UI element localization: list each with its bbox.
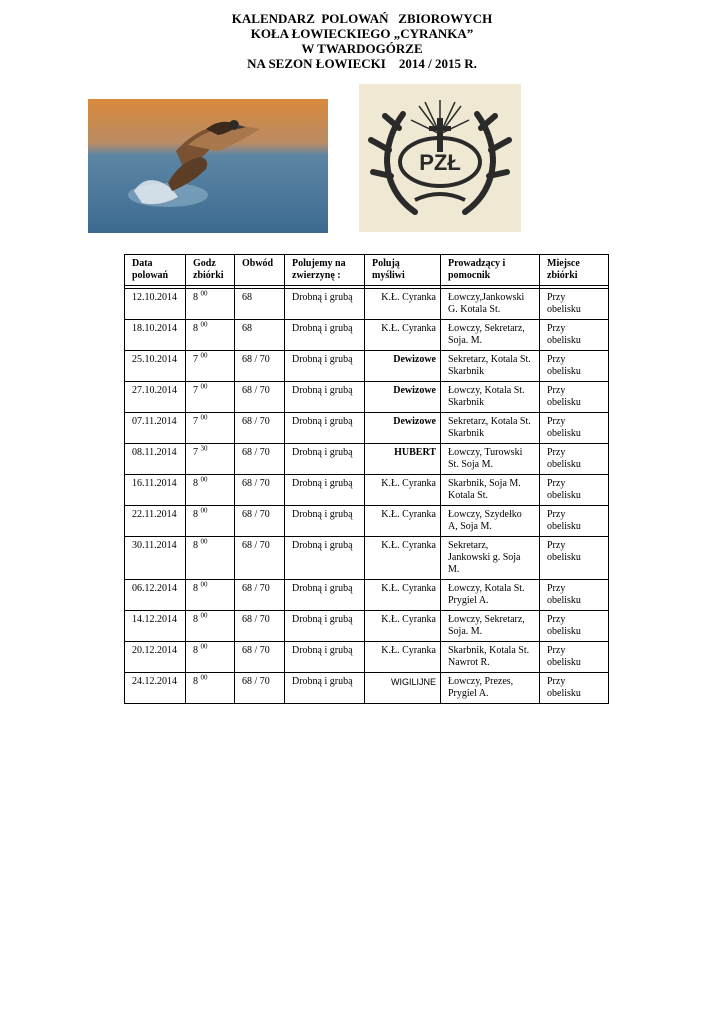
cell-game: Drobną i grubą (285, 580, 365, 611)
cell-game: Drobną i grubą (285, 351, 365, 382)
cell-place: Przy obelisku (540, 289, 609, 320)
cell-area: 68 / 70 (235, 642, 285, 673)
cell-leaders: Łowczy, Szydełko A, Soja M. (441, 506, 540, 537)
table-row (125, 580, 609, 611)
cell-time-minutes: 00 (200, 506, 208, 515)
cell-hunters: WIGILIJNE (365, 673, 441, 704)
title-line-3: W TWARDOGÓRZE (301, 41, 423, 56)
cell-time-hour: 8 (193, 540, 198, 551)
cell-hunters: K.Ł. Cyranka (365, 475, 441, 506)
header-time: Godz zbiórki (186, 255, 235, 286)
cell-time-hour: 8 (193, 292, 198, 303)
cell-date: 25.10.2014 (125, 351, 186, 382)
cell-hunters: Dewizowe (365, 351, 441, 382)
header-place: Miejsce zbiórki (540, 255, 609, 286)
header-hunters: Polują myśliwi (365, 255, 441, 286)
cell-leaders: Łowczy, Kotala St. Skarbnik (441, 382, 540, 413)
cell-area: 68 / 70 (235, 475, 285, 506)
cell-time-hour: 8 (193, 614, 198, 625)
cell-place: Przy obelisku (540, 537, 609, 580)
cell-place: Przy obelisku (540, 642, 609, 673)
cell-place: Przy obelisku (540, 580, 609, 611)
cell-area: 68 / 70 (235, 537, 285, 580)
cell-time-minutes: 00 (200, 320, 208, 329)
cell-place: Przy obelisku (540, 475, 609, 506)
cell-hunters: K.Ł. Cyranka (365, 289, 441, 320)
cell-game: Drobną i grubą (285, 673, 365, 704)
cell-hunters: K.Ł. Cyranka (365, 506, 441, 537)
title-line-4: NA SEZON ŁOWIECKI 2014 / 2015 R. (247, 56, 477, 71)
cell-hunters: K.Ł. Cyranka (365, 320, 441, 351)
cell-leaders: Sekretarz, Jankowski g. Soja M. (441, 537, 540, 580)
cell-date: 14.12.2014 (125, 611, 186, 642)
table-row (125, 413, 609, 444)
cell-date: 20.12.2014 (125, 642, 186, 673)
cell-game: Drobną i grubą (285, 537, 365, 580)
cell-date: 24.12.2014 (125, 673, 186, 704)
table-row (125, 382, 609, 413)
cell-time-hour: 7 (193, 354, 198, 365)
cell-time (186, 673, 235, 704)
cell-time (186, 444, 235, 475)
cell-time-minutes: 00 (200, 611, 208, 620)
document-title (0, 11, 724, 71)
table-row (125, 611, 609, 642)
table-row (125, 320, 609, 351)
table-row (125, 537, 609, 580)
cell-place: Przy obelisku (540, 444, 609, 475)
cell-area: 68 / 70 (235, 673, 285, 704)
cell-area: 68 (235, 289, 285, 320)
cell-game: Drobną i grubą (285, 444, 365, 475)
cell-area: 68 (235, 320, 285, 351)
cell-hunters: K.Ł. Cyranka (365, 611, 441, 642)
hunt-calendar-table (124, 254, 609, 704)
cell-place: Przy obelisku (540, 382, 609, 413)
cell-time-minutes: 00 (200, 537, 208, 546)
cell-date: 12.10.2014 (125, 289, 186, 320)
table-row (125, 289, 609, 320)
cell-time-hour: 8 (193, 323, 198, 334)
cell-leaders: Łowczy,Jankowski G. Kotala St. (441, 289, 540, 320)
cell-place: Przy obelisku (540, 673, 609, 704)
table-row (125, 506, 609, 537)
cell-date: 18.10.2014 (125, 320, 186, 351)
header-date: Data polowań (125, 255, 186, 286)
title-line-2: KOŁA ŁOWIECKIEGO „CYRANKA” (250, 26, 474, 41)
cell-time-minutes: 00 (200, 351, 208, 360)
cell-leaders: Łowczy, Prezes, Prygiel A. (441, 673, 540, 704)
cell-place: Przy obelisku (540, 506, 609, 537)
cell-area: 68 / 70 (235, 580, 285, 611)
cell-time (186, 413, 235, 444)
cell-time-hour: 7 (193, 385, 198, 396)
cell-time (186, 580, 235, 611)
cell-place: Przy obelisku (540, 413, 609, 444)
cell-leaders: Łowczy, Kotala St. Prygiel A. (441, 580, 540, 611)
cell-game: Drobną i grubą (285, 506, 365, 537)
cell-game: Drobną i grubą (285, 320, 365, 351)
cell-leaders: Łowczy, Sekretarz, Soja. M. (441, 611, 540, 642)
cell-time (186, 642, 235, 673)
cell-time (186, 506, 235, 537)
cell-game: Drobną i grubą (285, 642, 365, 673)
cell-time (186, 289, 235, 320)
table-row (125, 351, 609, 382)
cell-place: Przy obelisku (540, 611, 609, 642)
cell-place: Przy obelisku (540, 351, 609, 382)
cell-time-minutes: 30 (200, 444, 208, 453)
cell-leaders: Skarbnik, Soja M. Kotala St. (441, 475, 540, 506)
duck-photo (88, 99, 328, 233)
cell-time-hour: 8 (193, 645, 198, 656)
cell-hunters: HUBERT (365, 444, 441, 475)
cell-time-minutes: 00 (200, 382, 208, 391)
cell-leaders: Łowczy, Turowski St. Soja M. (441, 444, 540, 475)
table-row (125, 444, 609, 475)
cell-leaders: Sekretarz, Kotala St. Skarbnik (441, 351, 540, 382)
cell-leaders: Skarbnik, Kotala St. Nawrot R. (441, 642, 540, 673)
cell-leaders: Łowczy, Sekretarz, Soja. M. (441, 320, 540, 351)
pzl-logo (359, 84, 521, 232)
cell-time (186, 382, 235, 413)
cell-area: 68 / 70 (235, 444, 285, 475)
cell-area: 68 / 70 (235, 413, 285, 444)
cell-date: 22.11.2014 (125, 506, 186, 537)
cell-date: 30.11.2014 (125, 537, 186, 580)
header-area: Obwód (235, 255, 285, 286)
cell-time (186, 320, 235, 351)
cell-time-minutes: 00 (200, 673, 208, 682)
cell-leaders: Sekretarz, Kotala St. Skarbnik (441, 413, 540, 444)
cell-time-hour: 8 (193, 509, 198, 520)
header-row (125, 255, 609, 286)
cell-hunters: K.Ł. Cyranka (365, 580, 441, 611)
cell-hunters: K.Ł. Cyranka (365, 537, 441, 580)
cell-game: Drobną i grubą (285, 382, 365, 413)
cell-time-hour: 8 (193, 478, 198, 489)
cell-time-minutes: 00 (200, 413, 208, 422)
cell-time-hour: 8 (193, 676, 198, 687)
cell-time-minutes: 00 (200, 580, 208, 589)
table-row (125, 475, 609, 506)
cell-date: 16.11.2014 (125, 475, 186, 506)
cell-hunters: Dewizowe (365, 382, 441, 413)
cell-place: Przy obelisku (540, 320, 609, 351)
cell-date: 08.11.2014 (125, 444, 186, 475)
header-leaders: Prowadzący i pomocnik (441, 255, 540, 286)
cell-date: 27.10.2014 (125, 382, 186, 413)
cell-hunters: K.Ł. Cyranka (365, 642, 441, 673)
cell-area: 68 / 70 (235, 351, 285, 382)
cell-date: 06.12.2014 (125, 580, 186, 611)
cell-time (186, 537, 235, 580)
cell-time-hour: 7 (193, 447, 198, 458)
cell-time-hour: 8 (193, 583, 198, 594)
cell-time (186, 475, 235, 506)
cell-time-minutes: 00 (200, 289, 208, 298)
cell-time (186, 611, 235, 642)
cell-game: Drobną i grubą (285, 413, 365, 444)
logo-text: PZŁ (419, 150, 461, 175)
table-row (125, 673, 609, 704)
header-game: Polujemy na zwierzynę : (285, 255, 365, 286)
cell-area: 68 / 70 (235, 611, 285, 642)
cell-hunters: Dewizowe (365, 413, 441, 444)
table-row (125, 642, 609, 673)
cell-time-hour: 7 (193, 416, 198, 427)
cell-time-minutes: 00 (200, 642, 208, 651)
cell-game: Drobną i grubą (285, 475, 365, 506)
cell-time (186, 351, 235, 382)
cell-area: 68 / 70 (235, 506, 285, 537)
cell-game: Drobną i grubą (285, 611, 365, 642)
title-line-1: KALENDARZ POLOWAŃ ZBIOROWYCH (231, 11, 493, 26)
cell-area: 68 / 70 (235, 382, 285, 413)
cell-date: 07.11.2014 (125, 413, 186, 444)
cell-game: Drobną i grubą (285, 289, 365, 320)
cell-time-minutes: 00 (200, 475, 208, 484)
